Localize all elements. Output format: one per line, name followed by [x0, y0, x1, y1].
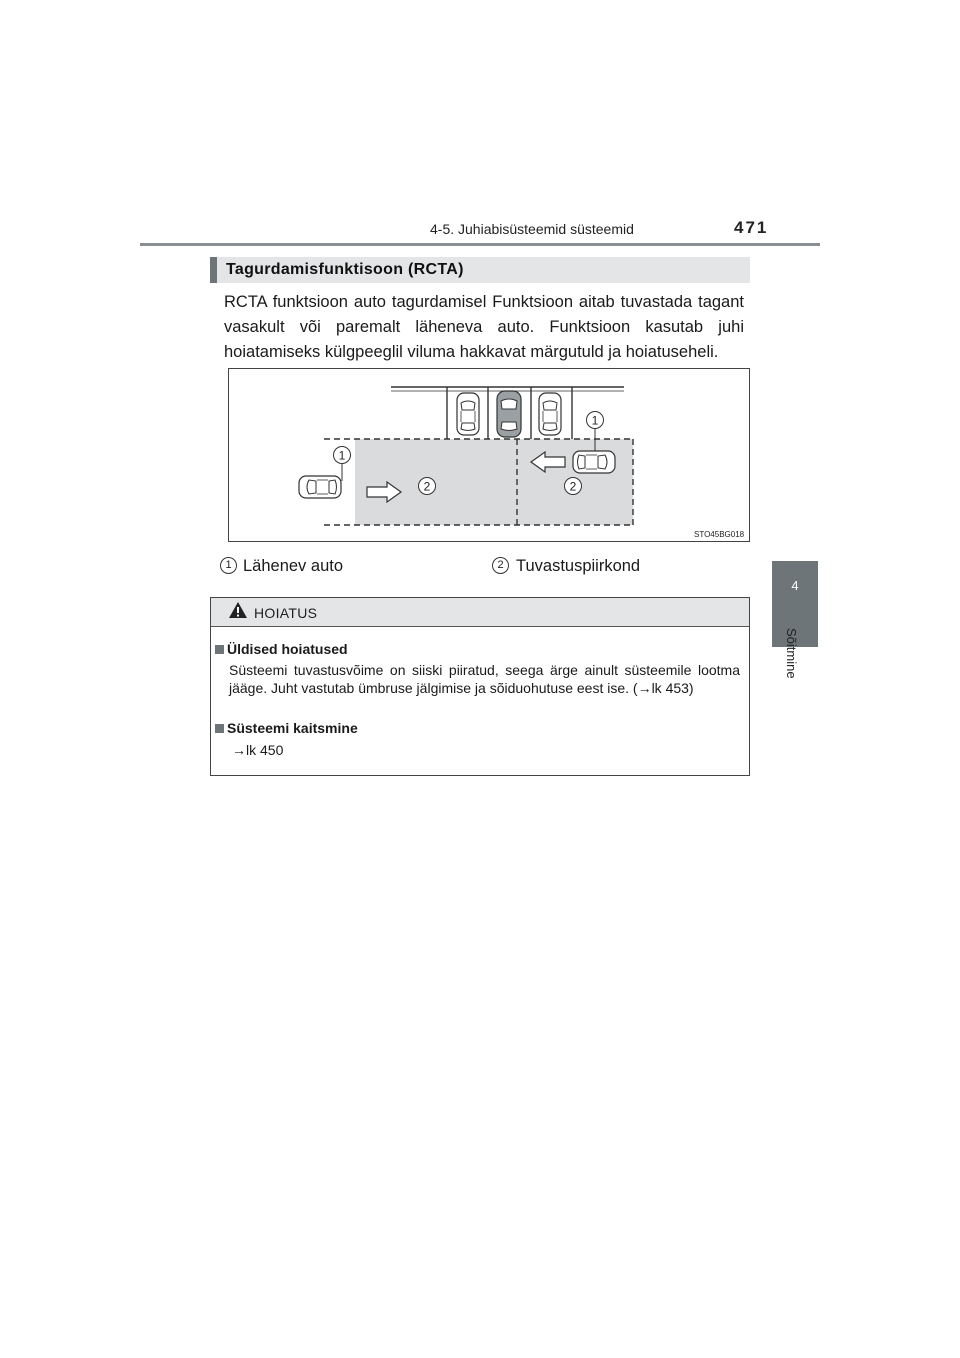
- legend-number-2: 2: [492, 557, 509, 574]
- running-header-section: 4-5. Juhiabisüsteemid süsteemid: [430, 221, 634, 237]
- approaching-car-left: [299, 476, 341, 498]
- approaching-car-right: [573, 451, 615, 473]
- reversing-car: [497, 391, 521, 437]
- svg-text:1: 1: [338, 448, 346, 463]
- page-number: 471: [734, 218, 769, 237]
- warning-item-heading: Üldised hoiatused: [227, 641, 348, 657]
- bullet-square-icon: [215, 724, 224, 733]
- parked-car: [539, 393, 561, 435]
- legend-text-2: Tuvastuspiirkond: [516, 557, 641, 575]
- warning-item-body: Süsteemi tuvastusvõime on siiski piiratud, seega ärge ainult süsteemile lootma jääge. Juht vastutab ümbruse jälgimise ja sõiduohutuse eest ise. (→lk 453): [229, 662, 740, 696]
- callout-1-right: [587, 412, 604, 429]
- section-heading-accent: [210, 257, 217, 283]
- parked-car: [457, 393, 479, 435]
- legend-text-1: Lähenev auto: [243, 557, 344, 575]
- chapter-tab-number: 4: [791, 578, 799, 593]
- svg-text:1: 1: [591, 413, 599, 428]
- bullet-square-icon: [215, 645, 224, 654]
- chapter-tab-label: Sõitmine: [784, 628, 799, 679]
- legend-number-1: 1: [220, 557, 237, 574]
- callout-2-left: [419, 478, 436, 495]
- svg-text:2: 2: [569, 479, 577, 494]
- warning-triangle-icon: [228, 601, 248, 619]
- warning-item-heading: Süsteemi kaitsmine: [227, 720, 358, 736]
- callout-2-right: [565, 478, 582, 495]
- detection-zone-left: [355, 439, 517, 525]
- figure-code: STO45BG018: [694, 530, 745, 539]
- parking-diagram: [229, 369, 751, 543]
- svg-text:2: 2: [423, 479, 431, 494]
- warning-title: HOIATUS: [254, 605, 318, 621]
- rcta-illustration: [228, 368, 750, 542]
- intro-paragraph: RCTA funktsioon auto tagurdamisel Funktsioon aitab tuvastada tagant vasakult või paremalt läheneva auto. Funktsioon kasutab juhi hoiatamiseks külgpeeglil viluma hakkavat märgutuld ja hoiatuseheli.: [224, 293, 744, 361]
- header-rule: [140, 243, 820, 246]
- callout-1-left: [334, 447, 351, 464]
- section-heading: Tagurdamisfunktisoon (RCTA): [226, 261, 464, 278]
- warning-item-reference: →lk 450: [232, 742, 284, 758]
